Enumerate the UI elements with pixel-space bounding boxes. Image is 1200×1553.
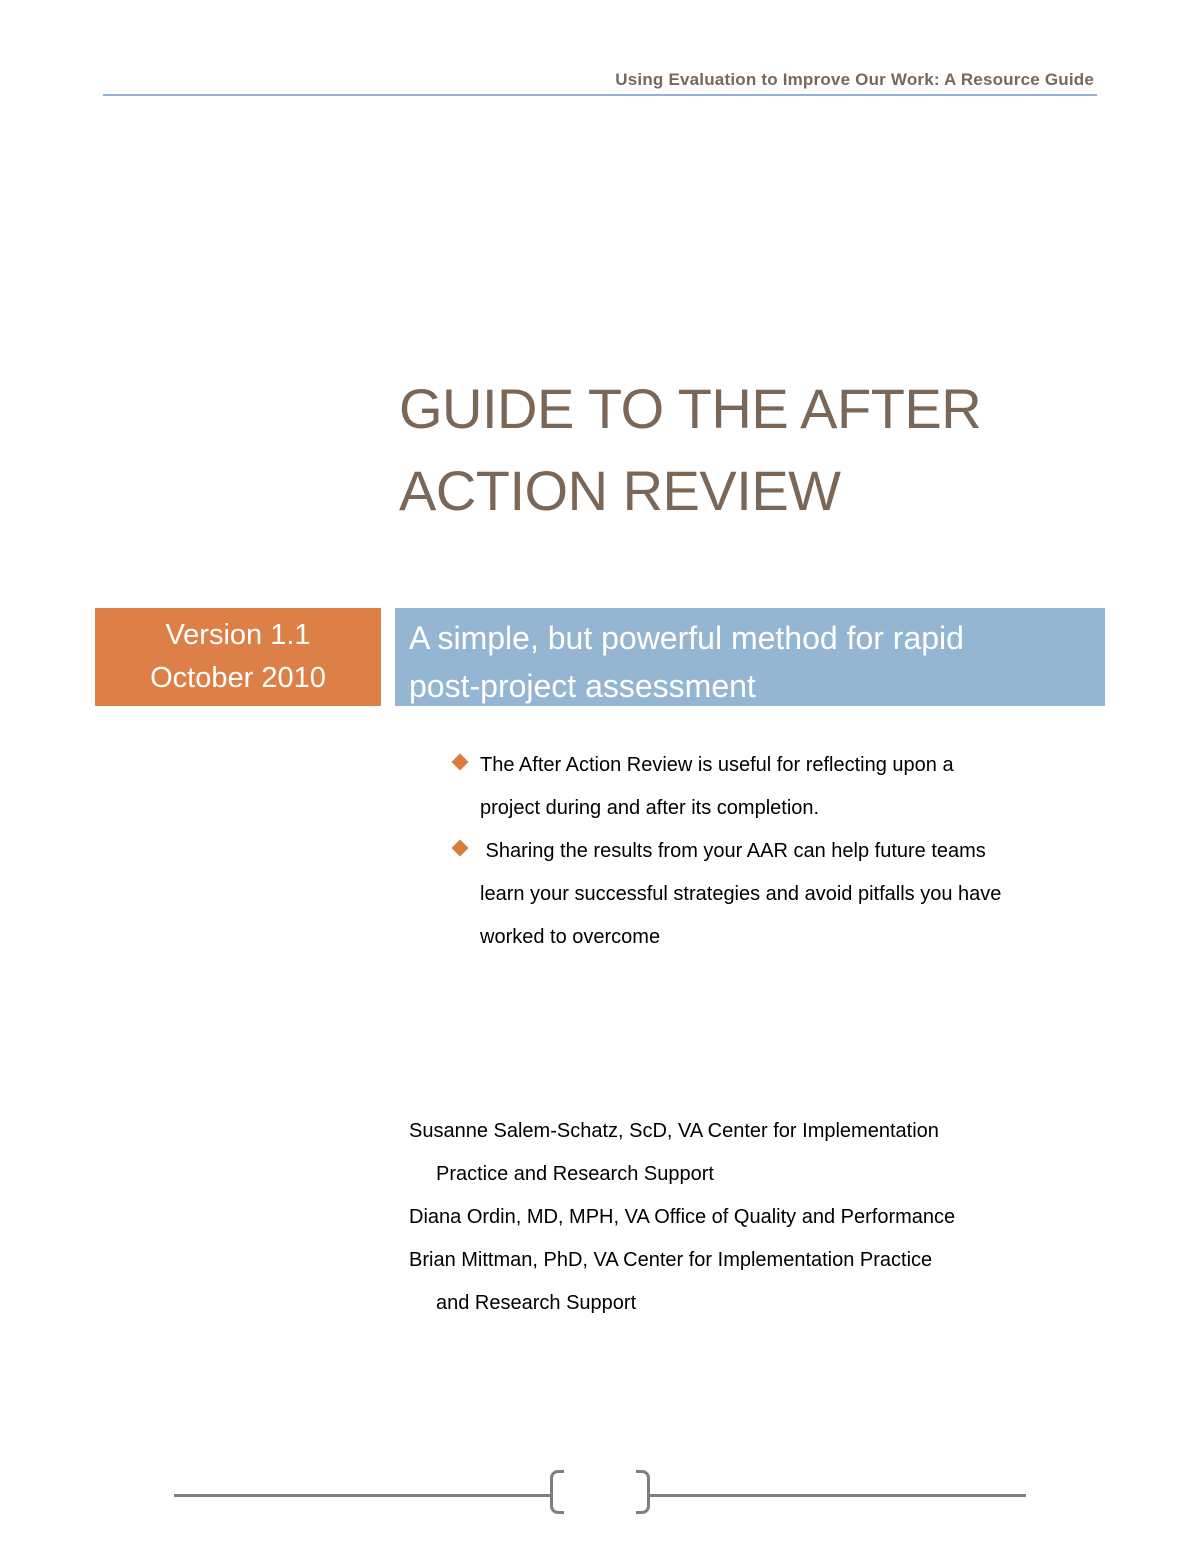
author-entry <box>409 1239 1049 1325</box>
bullet-item <box>452 744 1052 830</box>
summary-bullets <box>452 744 1052 959</box>
tagline-line-1: A simple, but powerful method for rapid <box>409 620 964 656</box>
version-label: Version 1.1 <box>165 619 311 651</box>
header-rule <box>103 94 1097 96</box>
author-line: Brian Mittman, PhD, VA Center for Implementation Practice <box>409 1249 933 1271</box>
bullet-line: Sharing the results from your AAR can help future teams <box>480 840 986 862</box>
author-line: Susanne Salem-Schatz, ScD, VA Center for Implementation <box>409 1120 939 1142</box>
page-bracket-icon <box>636 1470 650 1514</box>
bullet-line: learn your successful strategies and avoid pitfalls you have <box>480 883 1002 905</box>
author-list <box>409 1110 1049 1325</box>
author-line: Practice and Research Support <box>436 1163 714 1185</box>
diamond-icon <box>452 754 469 771</box>
title-line-1: GUIDE TO THE AFTER <box>399 377 982 440</box>
running-header: Using Evaluation to Improve Our Work: A Resource Guide <box>615 70 1094 89</box>
bullet-item <box>452 830 1052 959</box>
title-line-2: ACTION REVIEW <box>399 459 841 522</box>
bullet-line: The After Action Review is useful for reflecting upon a <box>480 754 954 776</box>
version-date: October 2010 <box>150 662 326 694</box>
bullet-line: worked to overcome <box>480 926 661 948</box>
footer-rule-left <box>174 1494 552 1497</box>
author-entry <box>409 1196 1049 1239</box>
document-title <box>399 368 1099 532</box>
author-line: Diana Ordin, MD, MPH, VA Office of Quality and Performance <box>409 1206 956 1228</box>
bullet-line: project during and after its completion. <box>480 797 820 819</box>
footer-rule-right <box>650 1494 1026 1497</box>
diamond-icon <box>452 840 469 857</box>
version-box <box>95 608 381 706</box>
tagline-line-2: post-project assessment <box>409 668 756 704</box>
tagline-box <box>395 608 1105 706</box>
author-entry <box>409 1110 1049 1196</box>
page-bracket-icon <box>550 1470 564 1514</box>
author-line: and Research Support <box>436 1292 637 1314</box>
